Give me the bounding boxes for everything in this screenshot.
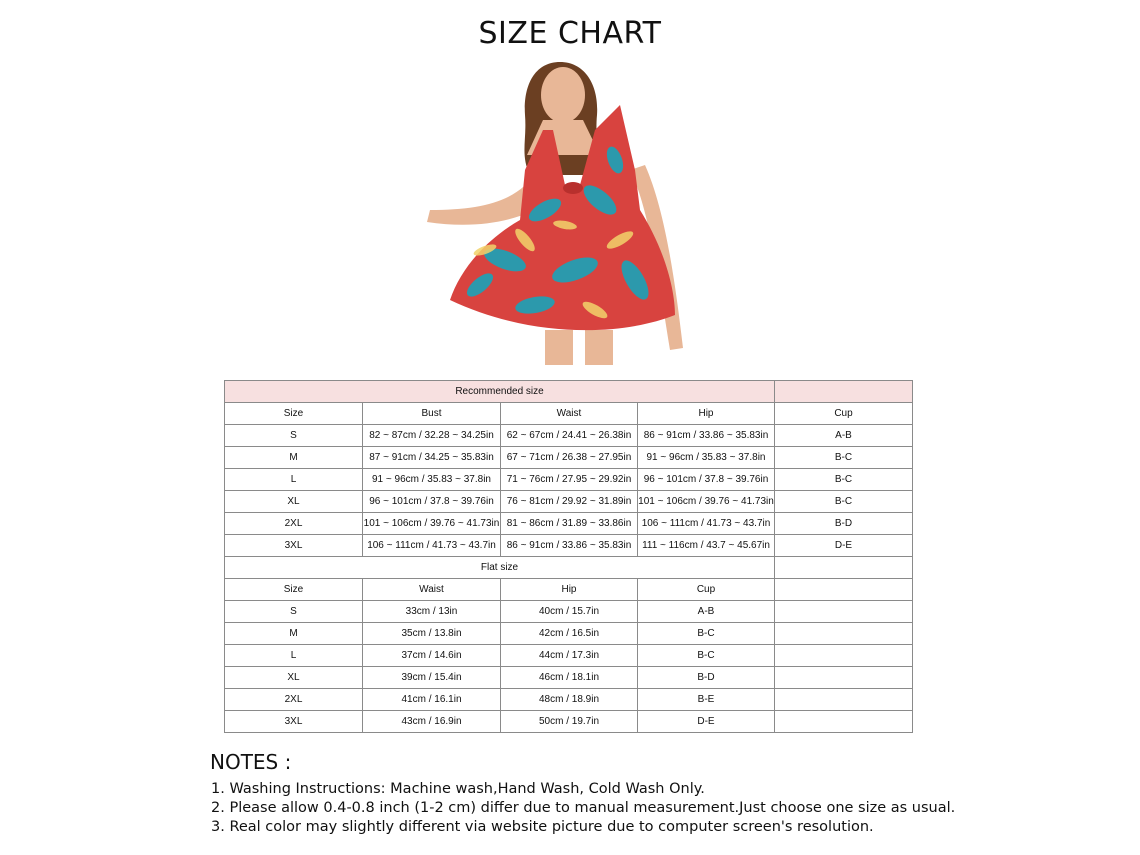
table-cell: 87 ~ 91cm / 34.25 ~ 35.83in	[363, 447, 501, 469]
flat-section-row	[225, 557, 913, 579]
table-cell: 50cm / 19.7in	[501, 711, 638, 733]
column-header: Hip	[638, 403, 775, 425]
table-row	[225, 667, 913, 689]
table-cell: 71 ~ 76cm / 27.95 ~ 29.92in	[501, 469, 638, 491]
column-header: Hip	[501, 579, 638, 601]
table-cell: S	[225, 601, 363, 623]
empty-cell	[775, 645, 913, 667]
table-cell: 41cm / 16.1in	[363, 689, 501, 711]
empty-cell	[775, 711, 913, 733]
table-cell: 101 ~ 106cm / 39.76 ~ 41.73in	[638, 491, 775, 513]
note-line: 1. Washing Instructions: Machine wash,Hand Wash, Cold Wash Only.	[211, 781, 705, 797]
table-cell: 42cm / 16.5in	[501, 623, 638, 645]
empty-cell	[775, 689, 913, 711]
table-cell: XL	[225, 491, 363, 513]
table-cell: B-D	[638, 667, 775, 689]
table-cell: 39cm / 15.4in	[363, 667, 501, 689]
table-cell: 3XL	[225, 711, 363, 733]
table-row	[225, 601, 913, 623]
table-row	[225, 689, 913, 711]
empty-cell	[775, 623, 913, 645]
table-cell: 2XL	[225, 689, 363, 711]
recommended-section-row	[225, 381, 913, 403]
table-row	[225, 623, 913, 645]
column-header: Cup	[775, 403, 913, 425]
table-cell: 44cm / 17.3in	[501, 645, 638, 667]
column-header: Waist	[501, 403, 638, 425]
table-cell: 67 ~ 71cm / 26.38 ~ 27.95in	[501, 447, 638, 469]
table-cell: L	[225, 469, 363, 491]
page-title: SIZE CHART	[478, 16, 662, 51]
table-cell: D-E	[638, 711, 775, 733]
table-cell: B-D	[775, 513, 913, 535]
table-cell: 101 ~ 106cm / 39.76 ~ 41.73in	[363, 513, 501, 535]
table-cell: 81 ~ 86cm / 31.89 ~ 33.86in	[501, 513, 638, 535]
table-cell: 62 ~ 67cm / 24.41 ~ 26.38in	[501, 425, 638, 447]
table-cell: 48cm / 18.9in	[501, 689, 638, 711]
table-cell: 37cm / 14.6in	[363, 645, 501, 667]
table-row	[225, 447, 913, 469]
empty-cell	[775, 381, 913, 403]
empty-cell	[775, 667, 913, 689]
notes-section	[210, 750, 955, 837]
table-cell: 40cm / 15.7in	[501, 601, 638, 623]
table-row	[225, 513, 913, 535]
table-cell: 76 ~ 81cm / 29.92 ~ 31.89in	[501, 491, 638, 513]
note-line: 3. Real color may slightly different via website picture due to computer screen's resolution.	[211, 819, 874, 835]
header-row	[225, 403, 913, 425]
table-cell: 96 ~ 101cm / 37.8 ~ 39.76in	[363, 491, 501, 513]
table-cell: S	[225, 425, 363, 447]
column-header: Waist	[363, 579, 501, 601]
table-row	[225, 711, 913, 733]
table-cell: B-C	[638, 645, 775, 667]
column-header: Size	[225, 403, 363, 425]
table-row	[225, 469, 913, 491]
table-cell: D-E	[775, 535, 913, 557]
table-cell: M	[225, 447, 363, 469]
table-cell: 46cm / 18.1in	[501, 667, 638, 689]
table-cell: 35cm / 13.8in	[363, 623, 501, 645]
table-cell: B-C	[638, 623, 775, 645]
table-cell: L	[225, 645, 363, 667]
table-cell: B-C	[775, 469, 913, 491]
column-header: Size	[225, 579, 363, 601]
empty-cell	[775, 579, 913, 601]
empty-cell	[775, 601, 913, 623]
model-photo	[425, 60, 695, 365]
table-cell: XL	[225, 667, 363, 689]
table-row	[225, 645, 913, 667]
table-cell: 86 ~ 91cm / 33.86 ~ 35.83in	[501, 535, 638, 557]
table-row	[225, 535, 913, 557]
table-cell: B-C	[775, 491, 913, 513]
table-cell: 91 ~ 96cm / 35.83 ~ 37.8in	[638, 447, 775, 469]
table-row	[225, 491, 913, 513]
table-cell: 3XL	[225, 535, 363, 557]
table-cell: 33cm / 13in	[363, 601, 501, 623]
table-cell: M	[225, 623, 363, 645]
table-cell: 43cm / 16.9in	[363, 711, 501, 733]
section-label: Flat size	[225, 557, 775, 579]
table-cell: A-B	[775, 425, 913, 447]
column-header: Cup	[638, 579, 775, 601]
table-cell: 106 ~ 111cm / 41.73 ~ 43.7in	[638, 513, 775, 535]
table-cell: B-C	[775, 447, 913, 469]
empty-cell	[775, 557, 913, 579]
table-cell: 106 ~ 111cm / 41.73 ~ 43.7in	[363, 535, 501, 557]
section-label: Recommended size	[225, 381, 775, 403]
table-cell: 86 ~ 91cm / 33.86 ~ 35.83in	[638, 425, 775, 447]
table-cell: 2XL	[225, 513, 363, 535]
table-row	[225, 425, 913, 447]
notes-title: NOTES :	[210, 750, 292, 774]
table-cell: 91 ~ 96cm / 35.83 ~ 37.8in	[363, 469, 501, 491]
table-cell: 82 ~ 87cm / 32.28 ~ 34.25in	[363, 425, 501, 447]
table-cell: B-E	[638, 689, 775, 711]
table-cell: 111 ~ 116cm / 43.7 ~ 45.67in	[638, 535, 775, 557]
column-header: Bust	[363, 403, 501, 425]
note-line: 2. Please allow 0.4-0.8 inch (1-2 cm) differ due to manual measurement.Just choose one size as usual.	[211, 800, 956, 816]
size-chart-table	[224, 380, 913, 733]
header-row	[225, 579, 913, 601]
table-cell: A-B	[638, 601, 775, 623]
table-cell: 96 ~ 101cm / 37.8 ~ 39.76in	[638, 469, 775, 491]
